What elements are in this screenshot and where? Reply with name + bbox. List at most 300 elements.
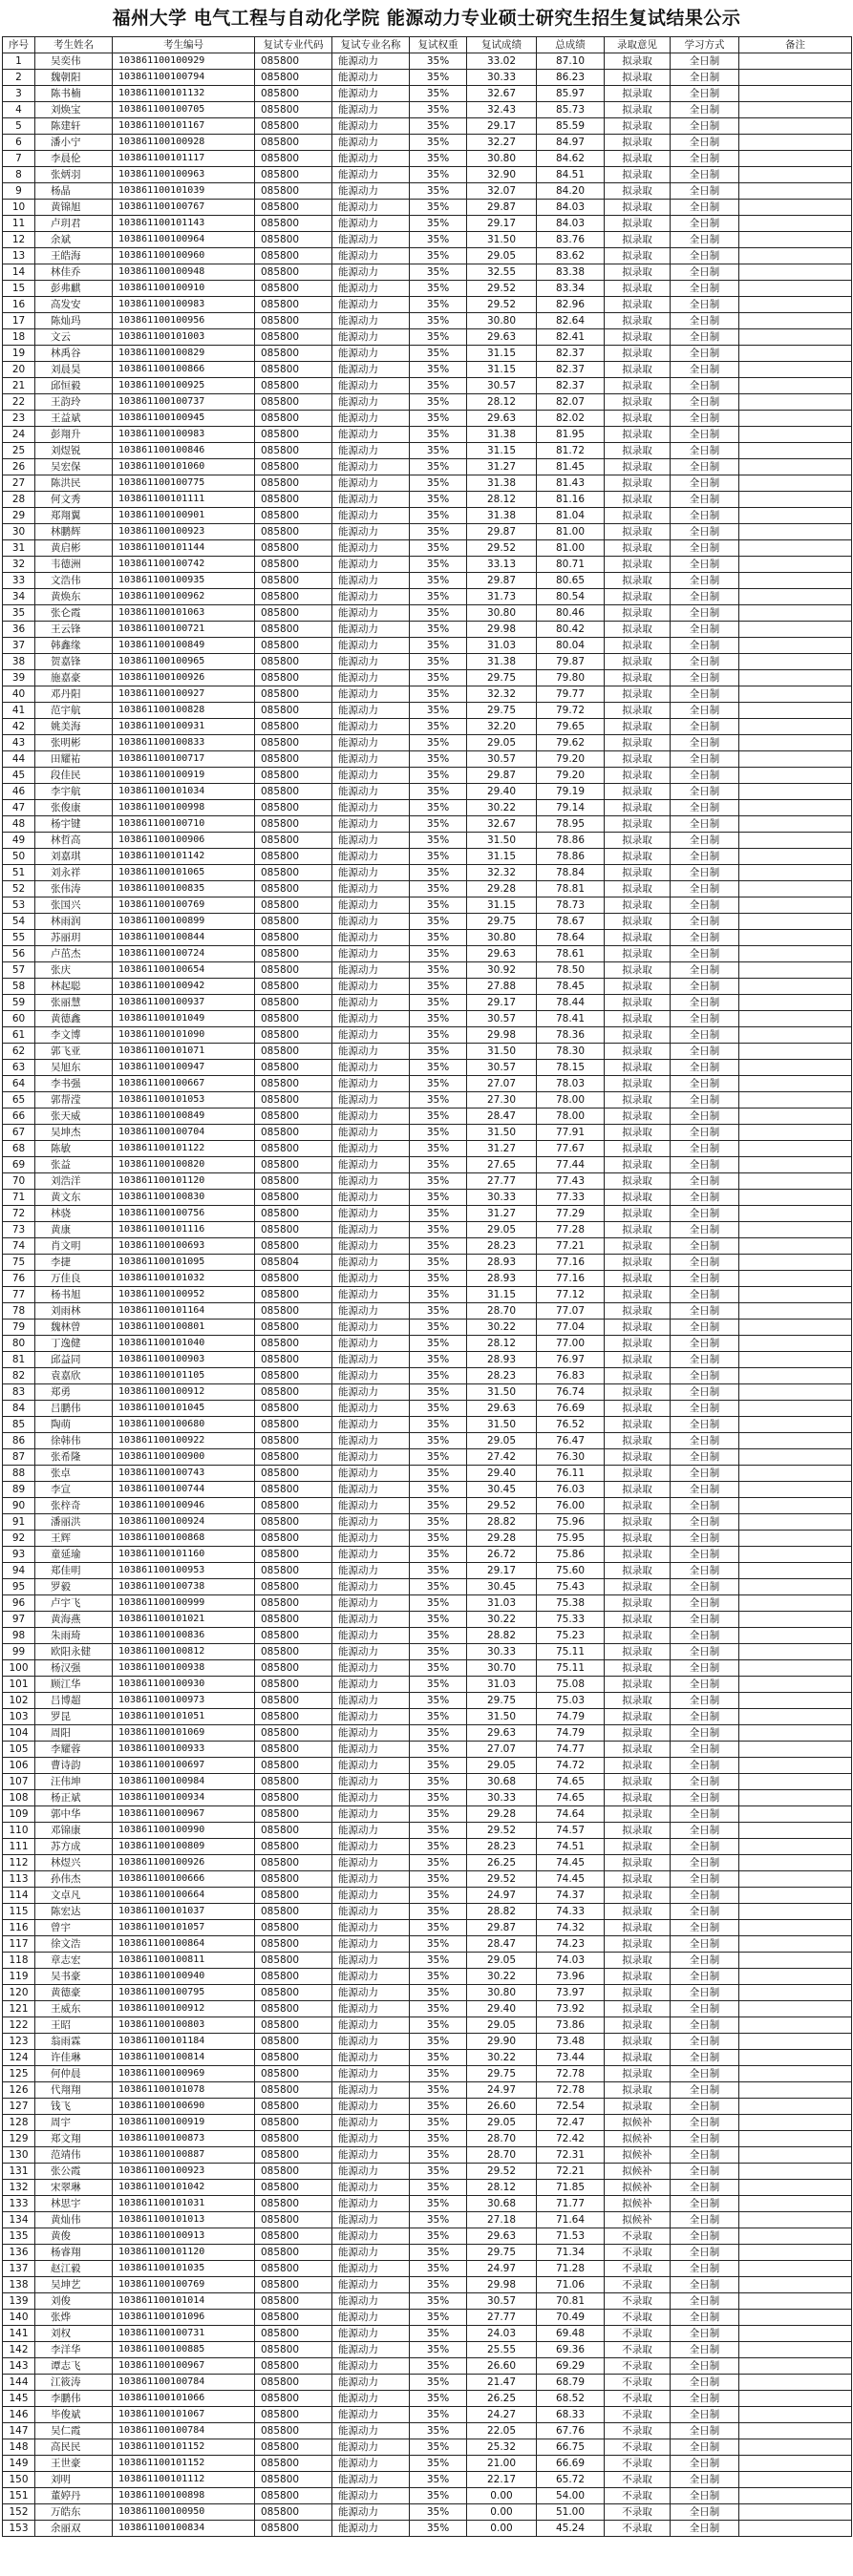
cell-retest-score: 31.73 — [467, 589, 537, 605]
table-row — [3, 1790, 852, 1806]
cell-major-code: 085800 — [255, 2164, 332, 2180]
cell-remark — [739, 1871, 852, 1888]
cell-name: 刘焕宝 — [35, 102, 113, 118]
cell-major-name: 能源动力 — [332, 962, 410, 979]
cell-study-mode: 全日制 — [671, 70, 739, 86]
cell-remark — [739, 1222, 852, 1238]
cell-total-score: 79.62 — [537, 735, 605, 751]
cell-major-code: 085800 — [255, 2488, 332, 2504]
cell-retest-score: 30.80 — [467, 930, 537, 946]
cell-exam-id: 103861100100934 — [113, 1790, 255, 1806]
cell-remark — [739, 1368, 852, 1384]
cell-exam-id: 103861100100704 — [113, 1125, 255, 1141]
cell-major-name: 能源动力 — [332, 2423, 410, 2439]
cell-name: 黄灿伟 — [35, 2212, 113, 2228]
cell-retest-score: 31.27 — [467, 459, 537, 475]
cell-name: 陈敏 — [35, 1141, 113, 1157]
cell-admission: 拟录取 — [605, 232, 671, 248]
cell-admission: 拟录取 — [605, 1547, 671, 1563]
cell-name: 段佳民 — [35, 768, 113, 784]
cell-total-score: 77.43 — [537, 1173, 605, 1190]
cell-major-name: 能源动力 — [332, 719, 410, 735]
cell-total-score: 84.03 — [537, 216, 605, 232]
cell-total-score: 76.30 — [537, 1449, 605, 1466]
cell-total-score: 74.77 — [537, 1742, 605, 1758]
cell-total-score: 73.48 — [537, 2034, 605, 2050]
cell-retest-score: 27.07 — [467, 1742, 537, 1758]
cell-weight: 35% — [410, 719, 467, 735]
cell-name: 黄德鑫 — [35, 1011, 113, 1027]
cell-admission: 不录取 — [605, 2423, 671, 2439]
cell-total-score: 81.16 — [537, 492, 605, 508]
cell-major-name: 能源动力 — [332, 2391, 410, 2407]
cell-study-mode: 全日制 — [671, 1790, 739, 1806]
cell-retest-score: 29.05 — [467, 735, 537, 751]
cell-name: 王云锋 — [35, 622, 113, 638]
cell-seq: 11 — [3, 216, 35, 232]
cell-major-name: 能源动力 — [332, 1774, 410, 1790]
cell-study-mode: 全日制 — [671, 2245, 739, 2261]
cell-seq: 121 — [3, 2001, 35, 2017]
cell-exam-id: 103861100101112 — [113, 2472, 255, 2488]
cell-admission: 拟录取 — [605, 654, 671, 670]
cell-admission: 拟候补 — [605, 2147, 671, 2164]
cell-name: 张益 — [35, 1157, 113, 1173]
cell-seq: 66 — [3, 1109, 35, 1125]
cell-total-score: 75.96 — [537, 1514, 605, 1531]
cell-retest-score: 31.15 — [467, 897, 537, 914]
cell-weight: 35% — [410, 686, 467, 703]
table-row — [3, 930, 852, 946]
cell-major-code: 085800 — [255, 719, 332, 735]
cell-admission: 拟录取 — [605, 816, 671, 833]
cell-admission: 拟录取 — [605, 102, 671, 118]
cell-admission: 拟录取 — [605, 1839, 671, 1855]
cell-seq: 97 — [3, 1612, 35, 1628]
cell-weight: 35% — [410, 1173, 467, 1190]
cell-retest-score: 28.93 — [467, 1352, 537, 1368]
cell-exam-id: 103861100101003 — [113, 329, 255, 346]
cell-study-mode: 全日制 — [671, 1303, 739, 1320]
table-row — [3, 1173, 852, 1190]
cell-remark — [739, 540, 852, 557]
cell-weight: 35% — [410, 1109, 467, 1125]
cell-name: 郭飞亚 — [35, 1044, 113, 1060]
cell-major-name: 能源动力 — [332, 183, 410, 200]
cell-name: 刘俊 — [35, 2293, 113, 2310]
cell-weight: 35% — [410, 1238, 467, 1255]
cell-total-score: 76.03 — [537, 1482, 605, 1498]
cell-major-code: 085800 — [255, 1823, 332, 1839]
cell-exam-id: 103861100100849 — [113, 638, 255, 654]
cell-total-score: 82.02 — [537, 411, 605, 427]
cell-exam-id: 103861100101096 — [113, 2310, 255, 2326]
cell-exam-id: 103861100100950 — [113, 2504, 255, 2521]
cell-major-name: 能源动力 — [332, 1206, 410, 1222]
cell-retest-score: 32.67 — [467, 86, 537, 102]
cell-exam-id: 103861100100973 — [113, 1693, 255, 1709]
cell-major-name: 能源动力 — [332, 1644, 410, 1660]
cell-study-mode: 全日制 — [671, 1644, 739, 1660]
cell-admission: 拟录取 — [605, 329, 671, 346]
cell-major-name: 能源动力 — [332, 2521, 410, 2537]
cell-major-name: 能源动力 — [332, 654, 410, 670]
cell-name: 刘明 — [35, 2472, 113, 2488]
cell-major-name: 能源动力 — [332, 703, 410, 719]
cell-remark — [739, 2034, 852, 2050]
cell-major-name: 能源动力 — [332, 914, 410, 930]
cell-major-name: 能源动力 — [332, 1092, 410, 1109]
cell-seq: 115 — [3, 1904, 35, 1920]
cell-remark — [739, 2375, 852, 2391]
cell-admission: 拟录取 — [605, 2066, 671, 2082]
cell-seq: 26 — [3, 459, 35, 475]
cell-name: 林佳乔 — [35, 264, 113, 281]
cell-admission: 拟录取 — [605, 1320, 671, 1336]
cell-study-mode: 全日制 — [671, 1336, 739, 1352]
table-row — [3, 297, 852, 313]
cell-major-name: 能源动力 — [332, 735, 410, 751]
cell-remark — [739, 1027, 852, 1044]
cell-name: 陈建轩 — [35, 118, 113, 135]
cell-weight: 35% — [410, 2147, 467, 2164]
cell-retest-score: 28.23 — [467, 1839, 537, 1855]
cell-seq: 73 — [3, 1222, 35, 1238]
cell-seq: 9 — [3, 183, 35, 200]
cell-major-code: 085800 — [255, 881, 332, 897]
cell-total-score: 76.97 — [537, 1352, 605, 1368]
cell-exam-id: 103861100100912 — [113, 2001, 255, 2017]
table-row — [3, 1109, 852, 1125]
cell-admission: 拟录取 — [605, 833, 671, 849]
cell-major-code: 085800 — [255, 2082, 332, 2099]
cell-weight: 35% — [410, 264, 467, 281]
cell-exam-id: 103861100100956 — [113, 313, 255, 329]
cell-total-score: 76.69 — [537, 1401, 605, 1417]
cell-study-mode: 全日制 — [671, 1141, 739, 1157]
cell-major-name: 能源动力 — [332, 1595, 410, 1612]
cell-exam-id: 103861100100923 — [113, 524, 255, 540]
cell-exam-id: 103861100100744 — [113, 1482, 255, 1498]
cell-name: 杨睿翔 — [35, 2245, 113, 2261]
cell-exam-id: 103861100100769 — [113, 2277, 255, 2293]
cell-seq: 10 — [3, 200, 35, 216]
cell-study-mode: 全日制 — [671, 427, 739, 443]
cell-admission: 拟录取 — [605, 946, 671, 962]
cell-study-mode: 全日制 — [671, 86, 739, 102]
cell-retest-score: 31.27 — [467, 1206, 537, 1222]
cell-major-name: 能源动力 — [332, 2358, 410, 2375]
cell-retest-score: 30.57 — [467, 378, 537, 394]
cell-major-code: 085800 — [255, 1401, 332, 1417]
table-row — [3, 378, 852, 394]
cell-retest-score: 29.52 — [467, 281, 537, 297]
cell-name: 顾江华 — [35, 1677, 113, 1693]
cell-remark — [739, 2001, 852, 2017]
cell-major-code: 085800 — [255, 1774, 332, 1790]
cell-name: 余斌 — [35, 232, 113, 248]
cell-major-code: 085800 — [255, 1060, 332, 1076]
cell-study-mode: 全日制 — [671, 1563, 739, 1579]
cell-remark — [739, 1320, 852, 1336]
cell-retest-score: 28.93 — [467, 1255, 537, 1271]
cell-admission: 拟录取 — [605, 735, 671, 751]
cell-study-mode: 全日制 — [671, 1547, 739, 1563]
cell-study-mode: 全日制 — [671, 1839, 739, 1855]
cell-retest-score: 32.90 — [467, 167, 537, 183]
cell-remark — [739, 2488, 852, 2504]
cell-total-score: 82.37 — [537, 362, 605, 378]
cell-name: 江筱涛 — [35, 2375, 113, 2391]
table-row — [3, 70, 852, 86]
table-row — [3, 1514, 852, 1531]
table-row — [3, 1320, 852, 1336]
cell-seq: 55 — [3, 930, 35, 946]
cell-retest-score: 29.63 — [467, 2228, 537, 2245]
cell-study-mode: 全日制 — [671, 394, 739, 411]
cell-name: 周宇 — [35, 2115, 113, 2131]
cell-remark — [739, 2472, 852, 2488]
table-row — [3, 849, 852, 865]
cell-weight: 35% — [410, 784, 467, 800]
cell-major-code: 085800 — [255, 816, 332, 833]
cell-name: 刘永祥 — [35, 865, 113, 881]
cell-admission: 拟录取 — [605, 1725, 671, 1742]
cell-total-score: 78.00 — [537, 1092, 605, 1109]
cell-retest-score: 30.80 — [467, 151, 537, 167]
cell-exam-id: 103861100100903 — [113, 1352, 255, 1368]
cell-study-mode: 全日制 — [671, 1677, 739, 1693]
cell-total-score: 78.30 — [537, 1044, 605, 1060]
cell-exam-id: 103861100101060 — [113, 459, 255, 475]
cell-admission: 拟录取 — [605, 686, 671, 703]
cell-study-mode: 全日制 — [671, 914, 739, 930]
cell-major-code: 085800 — [255, 2034, 332, 2050]
cell-retest-score: 21.47 — [467, 2375, 537, 2391]
cell-total-score: 66.69 — [537, 2456, 605, 2472]
cell-study-mode: 全日制 — [671, 1628, 739, 1644]
cell-weight: 35% — [410, 151, 467, 167]
cell-major-code: 085800 — [255, 1320, 332, 1336]
cell-major-name: 能源动力 — [332, 1888, 410, 1904]
table-row — [3, 1774, 852, 1790]
cell-study-mode: 全日制 — [671, 135, 739, 151]
cell-admission: 拟录取 — [605, 167, 671, 183]
cell-major-name: 能源动力 — [332, 1920, 410, 1936]
cell-exam-id: 103861100100922 — [113, 1433, 255, 1449]
table-row — [3, 1953, 852, 1969]
cell-name: 黄启彬 — [35, 540, 113, 557]
cell-major-name: 能源动力 — [332, 1628, 410, 1644]
cell-major-name: 能源动力 — [332, 1011, 410, 1027]
table-row — [3, 2099, 852, 2115]
cell-name: 田耀祐 — [35, 751, 113, 768]
table-row — [3, 1936, 852, 1953]
cell-name: 李捷 — [35, 1255, 113, 1271]
cell-major-name: 能源动力 — [332, 1709, 410, 1725]
cell-admission: 拟录取 — [605, 53, 671, 70]
cell-name: 赵江毅 — [35, 2261, 113, 2277]
cell-major-code: 085800 — [255, 1871, 332, 1888]
cell-exam-id: 103861100101116 — [113, 1222, 255, 1238]
cell-remark — [739, 2277, 852, 2293]
cell-admission: 不录取 — [605, 2228, 671, 2245]
cell-admission: 拟录取 — [605, 1368, 671, 1384]
cell-retest-score: 30.33 — [467, 1790, 537, 1806]
cell-seq: 128 — [3, 2115, 35, 2131]
cell-exam-id: 103861100101164 — [113, 1303, 255, 1320]
cell-remark — [739, 443, 852, 459]
cell-study-mode: 全日制 — [671, 2342, 739, 2358]
cell-study-mode: 全日制 — [671, 2504, 739, 2521]
cell-study-mode: 全日制 — [671, 2066, 739, 2082]
cell-study-mode: 全日制 — [671, 865, 739, 881]
cell-remark — [739, 2164, 852, 2180]
cell-study-mode: 全日制 — [671, 2423, 739, 2439]
cell-study-mode: 全日制 — [671, 800, 739, 816]
cell-name: 张天威 — [35, 1109, 113, 1125]
cell-name: 曹诗韵 — [35, 1758, 113, 1774]
cell-seq: 83 — [3, 1384, 35, 1401]
table-row — [3, 2439, 852, 2456]
cell-retest-score: 33.13 — [467, 557, 537, 573]
table-row — [3, 329, 852, 346]
cell-remark — [739, 1109, 852, 1125]
cell-admission: 拟录取 — [605, 1384, 671, 1401]
cell-study-mode: 全日制 — [671, 2310, 739, 2326]
cell-admission: 拟录取 — [605, 557, 671, 573]
cell-retest-score: 29.98 — [467, 622, 537, 638]
cell-total-score: 81.95 — [537, 427, 605, 443]
cell-admission: 拟录取 — [605, 378, 671, 394]
cell-admission: 拟录取 — [605, 118, 671, 135]
cell-admission: 拟录取 — [605, 1109, 671, 1125]
cell-study-mode: 全日制 — [671, 2521, 739, 2537]
cell-weight: 35% — [410, 1076, 467, 1092]
cell-admission: 拟录取 — [605, 2050, 671, 2066]
cell-seq: 82 — [3, 1368, 35, 1384]
table-row — [3, 2293, 852, 2310]
cell-major-name: 能源动力 — [332, 2164, 410, 2180]
cell-study-mode: 全日制 — [671, 411, 739, 427]
cell-remark — [739, 281, 852, 297]
cell-weight: 35% — [410, 394, 467, 411]
cell-remark — [739, 1401, 852, 1417]
cell-exam-id: 103861100100767 — [113, 200, 255, 216]
cell-major-code: 085800 — [255, 622, 332, 638]
cell-major-code: 085800 — [255, 248, 332, 264]
cell-retest-score: 32.07 — [467, 183, 537, 200]
cell-weight: 35% — [410, 1368, 467, 1384]
cell-major-name: 能源动力 — [332, 1904, 410, 1920]
cell-total-score: 78.73 — [537, 897, 605, 914]
cell-remark — [739, 394, 852, 411]
cell-total-score: 78.15 — [537, 1060, 605, 1076]
cell-exam-id: 103861100100834 — [113, 2521, 255, 2537]
cell-retest-score: 30.57 — [467, 751, 537, 768]
cell-total-score: 80.46 — [537, 605, 605, 622]
cell-admission: 拟录取 — [605, 605, 671, 622]
cell-major-code: 085800 — [255, 2293, 332, 2310]
cell-weight: 35% — [410, 2407, 467, 2423]
cell-admission: 不录取 — [605, 2326, 671, 2342]
cell-major-code: 085800 — [255, 670, 332, 686]
cell-remark — [739, 2131, 852, 2147]
cell-retest-score: 31.15 — [467, 849, 537, 865]
cell-admission: 拟录取 — [605, 1628, 671, 1644]
cell-remark — [739, 1742, 852, 1758]
cell-remark — [739, 1336, 852, 1352]
cell-seq: 44 — [3, 751, 35, 768]
cell-retest-score: 29.05 — [467, 1953, 537, 1969]
cell-weight: 35% — [410, 1352, 467, 1368]
cell-exam-id: 103861100100803 — [113, 2017, 255, 2034]
cell-major-name: 能源动力 — [332, 1531, 410, 1547]
cell-admission: 不录取 — [605, 2245, 671, 2261]
cell-total-score: 74.37 — [537, 1888, 605, 1904]
cell-major-name: 能源动力 — [332, 297, 410, 313]
cell-admission: 不录取 — [605, 2375, 671, 2391]
cell-major-name: 能源动力 — [332, 1449, 410, 1466]
cell-total-score: 72.78 — [537, 2066, 605, 2082]
cell-exam-id: 103861100100899 — [113, 914, 255, 930]
cell-seq: 64 — [3, 1076, 35, 1092]
cell-exam-id: 103861100101035 — [113, 2261, 255, 2277]
cell-remark — [739, 2261, 852, 2277]
cell-total-score: 84.20 — [537, 183, 605, 200]
table-row — [3, 524, 852, 540]
cell-name: 文卓凡 — [35, 1888, 113, 1904]
cell-retest-score: 28.23 — [467, 1238, 537, 1255]
cell-major-name: 能源动力 — [332, 1936, 410, 1953]
cell-exam-id: 103861100101120 — [113, 2245, 255, 2261]
cell-exam-id: 103861100100664 — [113, 1888, 255, 1904]
cell-remark — [739, 362, 852, 378]
table-row — [3, 1644, 852, 1660]
cell-exam-id: 103861100100984 — [113, 1774, 255, 1790]
cell-seq: 150 — [3, 2472, 35, 2488]
cell-seq: 17 — [3, 313, 35, 329]
cell-major-code: 085800 — [255, 1920, 332, 1936]
table-row — [3, 459, 852, 475]
cell-seq: 111 — [3, 1839, 35, 1855]
cell-major-name: 能源动力 — [332, 2050, 410, 2066]
cell-major-code: 085800 — [255, 2342, 332, 2358]
cell-retest-score: 24.27 — [467, 2407, 537, 2423]
cell-admission: 拟录取 — [605, 1969, 671, 1985]
cell-major-name: 能源动力 — [332, 427, 410, 443]
cell-total-score: 71.28 — [537, 2261, 605, 2277]
cell-exam-id: 103861100100946 — [113, 1498, 255, 1514]
cell-retest-score: 27.77 — [467, 2310, 537, 2326]
cell-major-code: 085800 — [255, 2375, 332, 2391]
cell-total-score: 77.00 — [537, 1336, 605, 1352]
cell-major-code: 085800 — [255, 914, 332, 930]
table-row — [3, 2504, 852, 2521]
cell-admission: 拟录取 — [605, 1287, 671, 1303]
cell-seq: 1 — [3, 53, 35, 70]
cell-seq: 94 — [3, 1563, 35, 1579]
cell-seq: 76 — [3, 1271, 35, 1287]
cell-remark — [739, 1076, 852, 1092]
cell-weight: 35% — [410, 2277, 467, 2293]
cell-total-score: 78.50 — [537, 962, 605, 979]
cell-name: 张卓 — [35, 1466, 113, 1482]
cell-admission: 拟录取 — [605, 524, 671, 540]
cell-weight: 35% — [410, 475, 467, 492]
cell-seq: 48 — [3, 816, 35, 833]
cell-name: 袁嘉欣 — [35, 1368, 113, 1384]
